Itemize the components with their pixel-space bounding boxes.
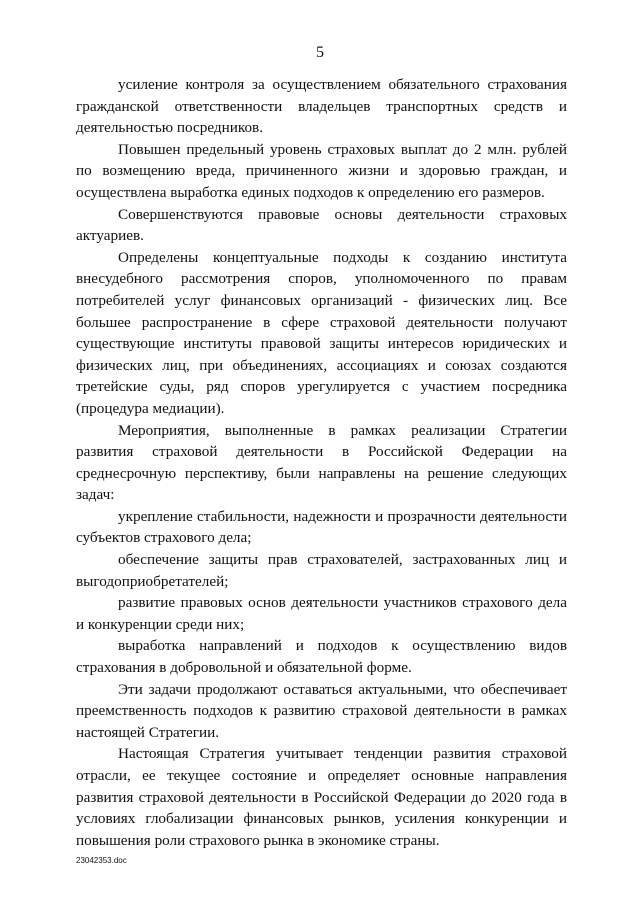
paragraph: развитие правовых основ деятельности участников страхового дела и конкуренции среди них; xyxy=(76,594,567,633)
paragraph: Совершенствуются правовые основы деятельности страховых актуариев. xyxy=(76,205,567,245)
paragraph: усиление контроля за осуществлением обязательного страхования гражданской ответственности владельцев транспортных средств и деятельностью посредников. xyxy=(76,76,567,137)
paragraph: Повышен предельный уровень страховых выплат до 2 млн. рублей по возмещению вреда, причиненного жизни и здоровью граждан, и осуществлена выработка единых подходов к определению его размеров. xyxy=(76,140,567,201)
paragraph: укрепление стабильности, надежности и прозрачности деятельности субъектов страхового дела; xyxy=(76,507,567,547)
file-name-footer: 23042353.doc xyxy=(76,856,127,865)
document-body xyxy=(76,74,567,851)
paragraph: выработка направлений и подходов к осуществлению видов страхования в добровольной и обязательной форме. xyxy=(76,637,567,677)
paragraph: Эти задачи продолжают оставаться актуальными, что обеспечивает преемственность подходов к развитию страховой деятельности в рамках настоящей Стратегии. xyxy=(76,680,567,741)
paragraph: Мероприятия, выполненные в рамках реализации Стратегии развития страховой деятельности в Российской Федерации на среднесрочную перспективу, были направлены на решение следующих задач: xyxy=(76,421,567,504)
paragraph: Определены концептуальные подходы к созданию института внесудебного рассмотрения споров, уполномоченного по правам потребителей услуг финансовых организаций - физических лиц. Все большее распространение в сфере страховой деятельности получают существующие институты правовой защиты интересов юридических и физических лиц, при объединениях, ассоциациях и союзах создаются третейские суды, ряд споров урегулируется с участием посредника (процедура медиации). xyxy=(76,248,567,417)
paragraph: Настоящая Стратегия учитывает тенденции развития страховой отрасли, ее текущее состояние и определяет основные направления развития страховой деятельности в Российской Федерации до 2020 года в условиях глобализации финансовых рынков, усиления конкуренции и повышения роли страхового рынка в экономике страны. xyxy=(76,745,567,849)
page-number: 5 xyxy=(316,44,324,61)
paragraph: обеспечение защиты прав страхователей, застрахованных лиц и выгодоприобретателей; xyxy=(76,551,567,590)
